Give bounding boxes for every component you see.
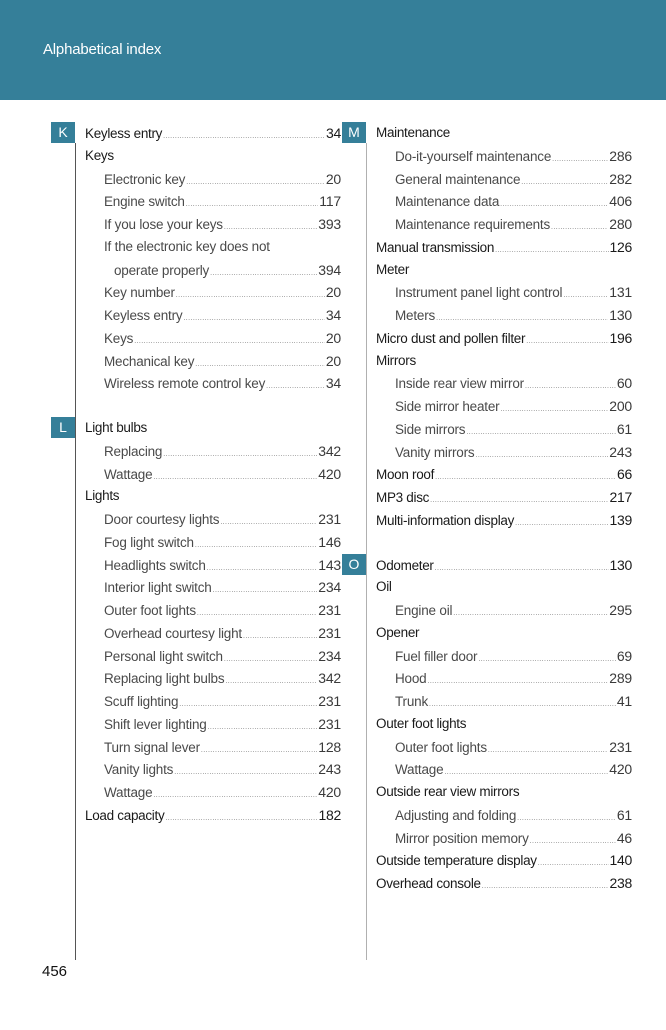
page-reference[interactable]: 34: [325, 307, 341, 323]
index-subentry[interactable]: [85, 213, 341, 236]
dot-leader: [551, 217, 608, 240]
entry-label: Oil: [376, 579, 392, 595]
entry-label: Headlights switch: [104, 557, 206, 573]
index-subentry[interactable]: [376, 645, 632, 668]
index-subentry[interactable]: [85, 304, 341, 327]
dot-leader: [521, 172, 608, 195]
entry-label: Wireless remote control key: [104, 376, 266, 392]
entry-label: If the electronic key does not: [104, 238, 270, 254]
index-entries: [376, 554, 632, 895]
page-reference[interactable]: 420: [609, 761, 632, 778]
entry-label: Light bulbs: [85, 420, 147, 435]
entry-label: If you lose your keys: [104, 217, 223, 232]
page-reference[interactable]: 231: [318, 602, 341, 618]
page-reference[interactable]: 234: [318, 579, 341, 596]
index-subentry[interactable]: [85, 463, 341, 486]
entry-label: Turn signal lever: [104, 739, 200, 755]
index-subentry[interactable]: [85, 736, 341, 759]
dot-leader: [538, 853, 609, 876]
entry-label: Mirror position memory: [395, 830, 529, 846]
index-section-m: [342, 122, 632, 532]
dot-leader: [515, 513, 608, 536]
entry-label: Maintenance requirements: [395, 217, 551, 232]
page-reference[interactable]: 217: [609, 489, 632, 505]
index-subentry[interactable]: [85, 622, 341, 645]
dot-leader: [495, 240, 608, 263]
page-reference[interactable]: 66: [617, 466, 632, 483]
index-subentry[interactable]: [85, 599, 341, 622]
page-reference[interactable]: 143: [318, 556, 341, 573]
index-subentry[interactable]: [376, 168, 632, 191]
section-letter-badge: L: [51, 417, 75, 438]
entry-label: Vanity mirrors: [395, 444, 475, 460]
page-reference[interactable]: 234: [318, 647, 341, 664]
dot-leader: [213, 580, 318, 603]
entry-label: Meter: [376, 261, 410, 277]
index-section-o: [342, 554, 632, 895]
entry-label: Keyless entry: [85, 126, 163, 141]
entry-label: Instrument panel light control: [395, 285, 563, 301]
entry-label: Scuff lighting: [104, 694, 179, 709]
index-entry[interactable]: [376, 486, 632, 509]
index-subentry[interactable]: [376, 281, 632, 304]
index-entry: [376, 122, 632, 145]
index-subentry[interactable]: [376, 758, 632, 781]
index-entry[interactable]: [376, 463, 632, 486]
page-reference[interactable]: 243: [318, 761, 341, 778]
page-reference[interactable]: 238: [609, 875, 632, 891]
index-subentry[interactable]: [85, 781, 341, 804]
index-subentry[interactable]: [376, 395, 632, 418]
entry-label: Electronic key: [104, 171, 186, 187]
dot-leader: [266, 376, 325, 399]
dot-leader: [530, 831, 616, 854]
page-header: [0, 0, 666, 100]
index-subentry[interactable]: [85, 281, 341, 304]
page-reference[interactable]: 146: [318, 533, 341, 550]
page-reference[interactable]: 282: [609, 170, 632, 187]
index-subentry[interactable]: [376, 441, 632, 464]
dot-leader: [552, 149, 608, 172]
page-reference[interactable]: 420: [318, 784, 341, 800]
entry-label: Odometer: [376, 557, 434, 573]
dot-leader: [153, 467, 317, 490]
index-entries: [85, 417, 341, 827]
dot-leader: [435, 467, 616, 490]
index-subentry[interactable]: [376, 418, 632, 441]
dot-leader: [174, 762, 317, 785]
entry-label: Key number: [104, 285, 175, 301]
page-reference[interactable]: 117: [319, 193, 341, 210]
index-entry[interactable]: [85, 122, 341, 145]
entry-label: Mirrors: [376, 352, 416, 368]
index-subentry[interactable]: [376, 736, 632, 759]
entry-label: Fog light switch: [104, 534, 194, 550]
page-reference[interactable]: 393: [318, 216, 341, 232]
entry-label: Outer foot lights: [104, 603, 196, 618]
dot-leader: [525, 376, 616, 399]
page-reference[interactable]: 289: [609, 670, 632, 687]
dot-leader: [153, 785, 317, 808]
index-subentry[interactable]: [376, 372, 632, 395]
entry-label: Maintenance data: [395, 194, 500, 210]
page-reference[interactable]: 231: [318, 715, 341, 732]
entry-label: Wattage: [104, 785, 153, 800]
dot-leader: [163, 126, 325, 149]
entry-label: Outer foot lights: [376, 715, 467, 731]
page-reference[interactable]: 34: [326, 125, 341, 141]
index-subentry[interactable]: [85, 440, 341, 463]
page-reference[interactable]: 295: [609, 602, 632, 618]
index-subentry[interactable]: [85, 667, 341, 690]
index-subentry[interactable]: [376, 304, 632, 327]
dot-leader: [176, 285, 325, 308]
index-subentry[interactable]: [85, 531, 341, 554]
index-subentry[interactable]: [376, 213, 632, 236]
entry-label: Opener: [376, 624, 420, 640]
index-entry[interactable]: [376, 509, 632, 532]
dot-leader: [427, 671, 608, 694]
entry-label: Micro dust and pollen filter: [376, 330, 526, 346]
page-reference[interactable]: 130: [609, 307, 632, 323]
entry-label: Do-it-yourself maintenance: [395, 148, 552, 164]
index-subentry[interactable]: [376, 690, 632, 713]
dot-leader: [475, 445, 608, 468]
page-reference[interactable]: 61: [616, 420, 632, 437]
dot-leader: [435, 558, 609, 581]
index-subentry[interactable]: [85, 713, 341, 736]
entry-label: Lights: [85, 488, 120, 504]
index-subentry[interactable]: [85, 758, 341, 781]
entry-label: Side mirrors: [395, 421, 466, 437]
dot-leader: [526, 331, 608, 354]
index-column-right: [342, 122, 632, 895]
index-entry[interactable]: [376, 872, 632, 895]
index-entry[interactable]: [376, 236, 632, 259]
page-reference[interactable]: 200: [609, 398, 632, 414]
dot-leader: [500, 399, 608, 422]
entry-label: Wattage: [104, 466, 153, 482]
page-reference[interactable]: 20: [325, 170, 341, 187]
page-reference[interactable]: 128: [318, 738, 341, 755]
page-reference[interactable]: 243: [609, 443, 632, 460]
page-reference[interactable]: 130: [609, 556, 632, 573]
index-subentry[interactable]: [85, 190, 341, 213]
entry-label: Keys: [85, 147, 114, 163]
dot-leader: [243, 626, 317, 649]
entry-label: Shift lever lighting: [104, 716, 207, 732]
entry-label: Engine switch: [104, 194, 185, 210]
dot-leader: [517, 808, 616, 831]
page-reference[interactable]: 342: [318, 442, 341, 459]
index-subentry[interactable]: [85, 576, 341, 599]
dot-leader: [208, 717, 318, 740]
section-letter-badge: M: [342, 122, 366, 143]
index-section-l: [51, 417, 341, 827]
entry-label: Adjusting and folding: [395, 807, 517, 823]
page-reference[interactable]: 126: [609, 238, 632, 255]
dot-leader: [466, 422, 615, 445]
index-subentry[interactable]: [85, 259, 341, 282]
entry-label: Keys: [104, 330, 134, 346]
index-subentry[interactable]: [85, 350, 341, 373]
section-letter-badge: O: [342, 554, 366, 575]
entry-label: Mechanical key: [104, 353, 195, 369]
entry-label: Engine oil: [395, 603, 453, 618]
index-subentry[interactable]: [85, 554, 341, 577]
entry-label: Outer foot lights: [395, 739, 487, 755]
page-reference[interactable]: 140: [609, 852, 632, 869]
page-reference[interactable]: 46: [616, 829, 632, 846]
entry-label: Meters: [395, 308, 436, 323]
dot-leader: [220, 512, 317, 535]
entry-label: Keyless entry: [104, 308, 183, 323]
page-number: 456: [42, 963, 68, 980]
entry-label: Replacing: [104, 443, 163, 459]
page-reference[interactable]: 231: [318, 511, 341, 527]
dot-leader: [163, 444, 317, 467]
entry-label: Side mirror heater: [395, 399, 500, 414]
dot-leader: [453, 603, 608, 626]
header-title: Alphabetical index: [43, 41, 162, 58]
index-subentry[interactable]: [376, 804, 632, 827]
index-subentry[interactable]: [85, 645, 341, 668]
page-reference[interactable]: 69: [616, 647, 632, 664]
page-reference[interactable]: 420: [318, 465, 341, 482]
entry-label: Wattage: [395, 762, 444, 778]
index-entry[interactable]: [376, 327, 632, 350]
dot-leader: [195, 535, 317, 558]
index-section-k: [51, 122, 341, 395]
entry-label: Trunk: [395, 694, 429, 709]
page-reference[interactable]: 342: [318, 670, 341, 687]
index-subentry[interactable]: [85, 168, 341, 191]
page-reference[interactable]: 60: [616, 375, 632, 392]
index-subentry[interactable]: [376, 827, 632, 850]
dot-leader: [183, 308, 324, 331]
index-entries: [85, 122, 341, 395]
page-reference[interactable]: 231: [609, 738, 632, 755]
page-reference[interactable]: 41: [616, 693, 632, 709]
index-subentry[interactable]: [376, 667, 632, 690]
entry-label: Overhead console: [376, 876, 481, 891]
dot-leader: [186, 172, 325, 195]
index-entry[interactable]: [85, 804, 341, 827]
index-subentry[interactable]: [376, 145, 632, 168]
index-entries: [376, 122, 632, 532]
dot-leader: [165, 808, 317, 831]
entry-label: General maintenance: [395, 171, 521, 187]
page-reference[interactable]: 406: [609, 193, 632, 210]
entry-label: Maintenance: [376, 125, 451, 140]
page-reference[interactable]: 20: [325, 329, 341, 346]
index-subentry[interactable]: [85, 508, 341, 531]
entry-label: Replacing light bulbs: [104, 671, 225, 687]
entry-label: Interior light switch: [104, 580, 212, 596]
entry-label: Overhead courtesy light: [104, 625, 242, 641]
section-letter-badge: K: [51, 122, 75, 143]
page-reference[interactable]: 286: [609, 147, 632, 164]
entry-label: Outside temperature display: [376, 853, 537, 869]
dot-leader: [225, 671, 317, 694]
entry-label: Hood: [395, 671, 427, 687]
page-reference[interactable]: 182: [318, 806, 341, 823]
index-entry: [85, 417, 341, 440]
entry-label: MP3 disc: [376, 490, 430, 505]
entry-label: Load capacity: [85, 807, 165, 823]
page-reference[interactable]: 196: [609, 329, 632, 346]
index-subentry[interactable]: [85, 690, 341, 713]
page-reference[interactable]: 20: [325, 352, 341, 369]
dot-leader: [478, 649, 615, 672]
entry-label: Inside rear view mirror: [395, 376, 524, 392]
page-reference[interactable]: 139: [609, 511, 632, 528]
entry-label: Moon roof: [376, 467, 435, 483]
entry-label: Vanity lights: [104, 762, 174, 778]
dot-leader: [210, 263, 317, 286]
dot-leader: [207, 558, 318, 581]
entry-label: Manual transmission: [376, 239, 495, 255]
entry-label: Multi-information display: [376, 512, 515, 528]
dot-leader: [488, 740, 608, 763]
index-subentry[interactable]: [376, 190, 632, 213]
page-reference[interactable]: 280: [609, 216, 632, 232]
dot-leader: [201, 740, 317, 763]
page-reference[interactable]: 231: [318, 624, 341, 641]
dot-leader: [563, 285, 608, 308]
index-subentry[interactable]: [85, 372, 341, 395]
page-reference[interactable]: 394: [318, 261, 341, 278]
index-entry[interactable]: [376, 554, 632, 577]
entry-label: Fuel filler door: [395, 648, 478, 664]
entry-label: operate properly: [114, 262, 210, 278]
index-subentry[interactable]: [376, 599, 632, 622]
entry-label: Door courtesy lights: [104, 512, 220, 527]
index-subentry[interactable]: [85, 327, 341, 350]
page-reference[interactable]: 231: [318, 693, 341, 709]
dot-leader: [224, 649, 317, 672]
dot-leader: [482, 876, 609, 899]
page-reference[interactable]: 131: [609, 284, 632, 301]
entry-label: Personal light switch: [104, 648, 223, 664]
page-reference[interactable]: 34: [325, 375, 341, 392]
page-reference[interactable]: 61: [616, 806, 632, 823]
entry-label: Outside rear view mirrors: [376, 784, 520, 799]
page-reference[interactable]: 20: [325, 284, 341, 301]
index-entry[interactable]: [376, 849, 632, 872]
index-column-left: [51, 122, 341, 827]
